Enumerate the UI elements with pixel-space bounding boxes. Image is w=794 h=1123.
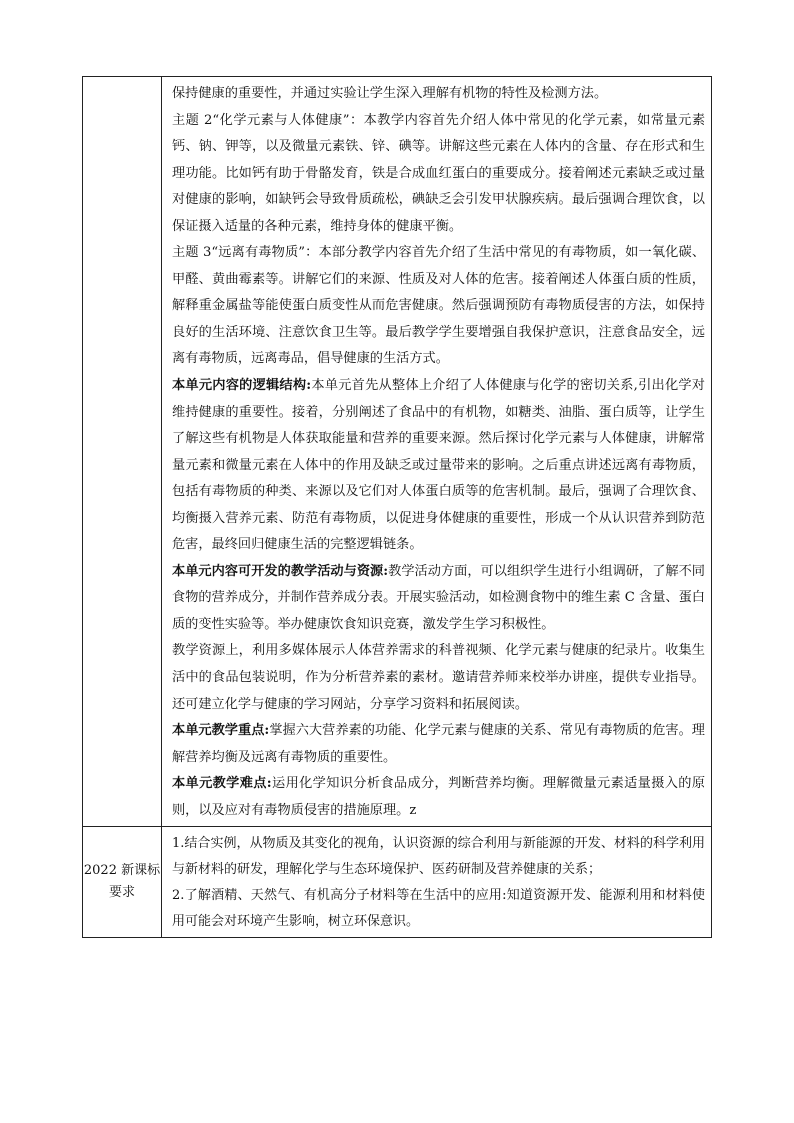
logic-structure-text: 本单元首先从整体上介绍了人体健康与化学的密切关系,引出化学对维持健康的重要性。接着，分别阐述了食品中的有机物，如糖类、油脂、蛋白质等，让学生了解这些有机物是人体获取能量和营养的重要来源。然后探讨化学元素与人体健康，讲解常量元素和微量元素在人体中的作用及缺乏或过量带来的影响。之后重点讲述远离有毒物质，包括有毒物质的种类、来源以及它们对人体蛋白质等的危害机制。最后，强调了合理饮食、均衡摄入营养元素、防范有毒物质，以促进身体健康的重要性，形成一个从认识营养到防范危害，最终回归健康生活的完整逻辑链条。 bbox=[172, 378, 705, 553]
intro-tail-paragraph: 保持健康的重要性，并通过实验让学生深入理解有机物的特性及检测方法。 bbox=[172, 86, 608, 101]
resource-paragraph: 教学资源上，利用多媒体展示人体营养需求的科普视频、化学元素与健康的纪录片。收集生活中的食品包装说明，作为分析营养素的素材。邀请营养师来校举办讲座，提供专业指导。还可建立化学与健康的学习网站，分享学习资料和拓展阅读。 bbox=[172, 643, 705, 712]
logic-structure-paragraph bbox=[172, 373, 705, 559]
standards-content-cell bbox=[162, 827, 712, 938]
theme2-paragraph: 主题 2“化学元素与人体健康”：本教学内容首先介绍人体中常见的化学元素，如常量元素钙、钠、钾等，以及微量元素铁、锌、碘等。讲解这些元素在人体内的含量、存在形式和生理功能。比如钙有助于骨骼发育，铁是合成血红蛋白的重要成分。接着阐述元素缺乏或过量对健康的影响，如缺钙会导致骨质疏松，碘缺乏会引发甲状腺疾病。最后强调合理饮食，以保证摄入适量的各种元素，维持身体的健康平衡。 bbox=[172, 112, 705, 234]
theme3-paragraph: 主题 3“远离有毒物质”：本部分教学内容首先介绍了生活中常见的有毒物质，如一氧化碳、甲醛、黄曲霉素等。讲解它们的来源、性质及对人体的危害。接着阐述人体蛋白质的性质，解释重金属盐等能使蛋白质变性从而危害健康。然后强调预防有毒物质侵害的方法，如保持良好的生活环境、注意饮食卫生等。最后教学学生要增强自我保护意识，注意食品安全，远离有毒物质，远离毒品，倡导健康的生活方式。 bbox=[172, 245, 705, 367]
row-label-empty bbox=[83, 77, 162, 827]
unit-content-cell bbox=[162, 77, 712, 827]
key-points-label: 本单元教学重点: bbox=[172, 723, 270, 739]
difficulties-paragraph bbox=[172, 771, 705, 824]
activity-text: 教学活动方面，可以组织学生进行小组调研，了解不同食物的营养成分，并制作营养成分表。开展实验活动，如检测食物中的维生素 C 含量、蛋白质的变性实验等。举办健康饮食知识竞赛，激发学生学习积极性。 bbox=[172, 563, 705, 632]
logic-structure-label: 本单元内容的逻辑结构: bbox=[172, 378, 312, 394]
standards-item-1: 1.结合实例，从物质及其变化的视角，认识资源的综合利用与新能源的开发、材料的科学利用与新材料的研发，理解化学与生态环境保护、医药研制及营养健康的关系； bbox=[172, 836, 705, 878]
activity-paragraph bbox=[172, 559, 705, 639]
key-points-text: 掌握六大营养素的功能、化学元素与健康的关系、常见有毒物质的危害。理解营养均衡及远离有毒物质的重要性。 bbox=[172, 723, 705, 765]
table-row-standards bbox=[83, 827, 712, 938]
standards-row-label: 2022 新课标要求 bbox=[83, 827, 162, 938]
table-row-unit-content bbox=[83, 77, 712, 827]
key-points-paragraph bbox=[172, 718, 705, 771]
standards-item-2: 2.了解酒精、天然气、有机高分子材料等在生活中的应用:知道资源开发、能源利用和材料使用可能会对环境产生影响，树立环保意识。 bbox=[172, 888, 705, 930]
activity-label: 本单元内容可开发的教学活动与资源: bbox=[172, 563, 389, 579]
difficulties-label: 本单元教学难点: bbox=[172, 776, 272, 792]
lesson-plan-table bbox=[82, 76, 712, 938]
difficulties-text: 运用化学知识分析食品成分，判断营养均衡。理解微量元素适量摄入的原则，以及应对有毒物质侵害的措施原理。z bbox=[172, 776, 706, 818]
